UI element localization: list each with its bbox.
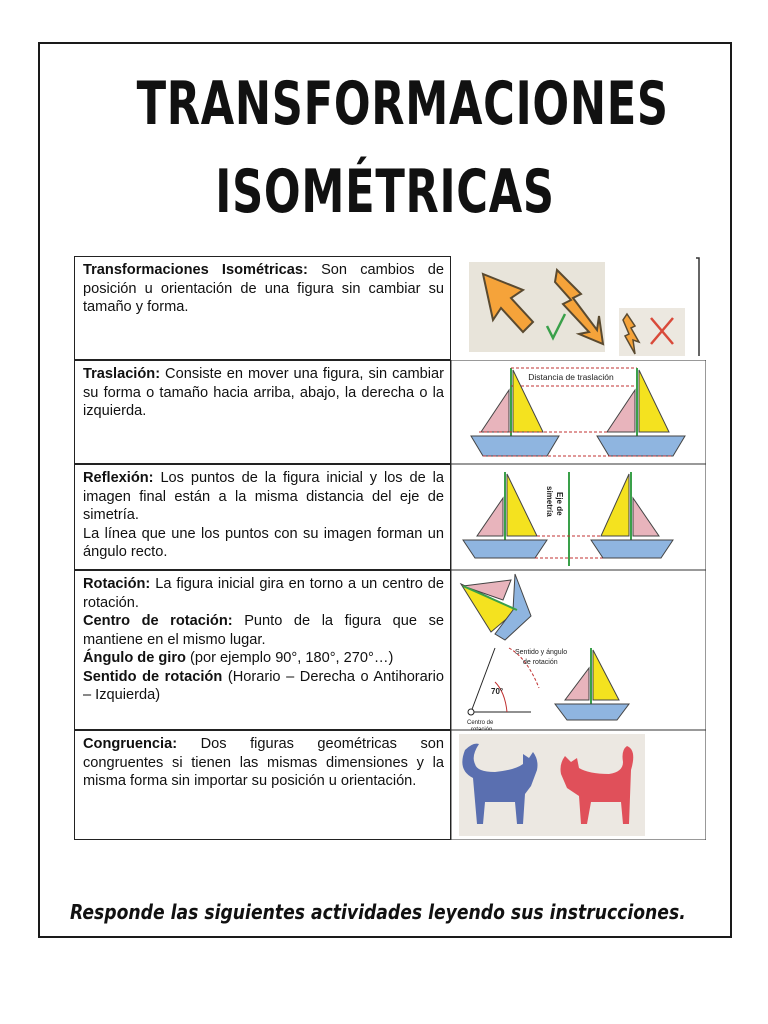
rotation-sense-label-1: Sentido y ángulo — [515, 649, 568, 656]
term: Reflexión: — [83, 470, 154, 486]
definition-text: La figura inicial gira en torno a un centro de rotación. — [83, 576, 444, 611]
definition-cell — [74, 464, 451, 570]
reflection-illustration — [451, 464, 706, 570]
definition-text: Son cambios de posición u orientación de una figura sin cambiar su tamaño y forma. — [83, 262, 444, 315]
rotation-center-label-1: Centro de — [467, 720, 494, 726]
definition-text-4: (Horario – Derecha o Antihorario – Izquierda) — [83, 668, 445, 703]
rotation-illustration — [451, 570, 706, 730]
definition-text-2: Punto de la figura que se mantiene en el mismo lugar. — [83, 613, 445, 648]
term-2: Centro de rotación: — [83, 613, 233, 629]
title-line-2: ISOMÉTRICAS — [215, 157, 555, 227]
definition-cell — [74, 256, 451, 360]
table-row-congruencia — [74, 730, 706, 840]
arrows-illustration — [451, 256, 706, 360]
instructions-footer: Responde las siguientes actividades leyendo sus instrucciones. — [70, 900, 686, 924]
definition-text-2: La línea que une los puntos con su imagen forman un ángulo recto. — [83, 525, 444, 560]
table-row-reflexion — [74, 464, 706, 570]
definition-text: Consiste en mover una figura, sin cambiar su forma o tamaño hacia arriba, abajo, la derecha o la izquierda. — [83, 366, 444, 419]
congruent-cats-illustration — [451, 730, 706, 840]
term: Traslación: — [83, 366, 161, 382]
table-row-isometricas — [74, 256, 706, 360]
definition-cell — [74, 360, 451, 464]
rotation-center-label-2: rotación — [471, 727, 493, 730]
symmetry-axis-label-1: Eje de — [555, 492, 564, 516]
definition-text: Dos figuras geométricas son congruentes si tienen las mismas dimensiones y la misma forma sin importar su posición u orientación. — [83, 736, 444, 789]
title-line-1: TRANSFORMACIONES — [136, 69, 669, 139]
definition-text: Los puntos de la figura inicial y los de la imagen final están a la misma distancia del eje de simetría. — [83, 470, 444, 523]
table-row-rotacion — [74, 570, 706, 730]
definition-cell — [74, 730, 451, 840]
worksheet-frame — [38, 42, 732, 938]
term-3: Ángulo de giro — [83, 650, 186, 666]
definition-cell — [74, 570, 451, 730]
rotation-sense-label-2: de rotación — [523, 659, 558, 666]
rotation-angle-label: 70° — [491, 687, 504, 696]
table-row-traslacion — [74, 360, 706, 464]
definition-text-3: (por ejemplo 90°, 180°, 270°…) — [185, 650, 394, 666]
translation-distance-label: Distancia de traslación — [528, 372, 614, 382]
translation-illustration — [451, 360, 706, 464]
term: Transformaciones Isométricas: — [83, 262, 308, 278]
term-4: Sentido de rotación — [83, 668, 223, 685]
symmetry-axis-label-2: simetría — [545, 486, 554, 517]
term: Rotación: — [83, 576, 151, 592]
term: Congruencia: — [83, 736, 178, 752]
